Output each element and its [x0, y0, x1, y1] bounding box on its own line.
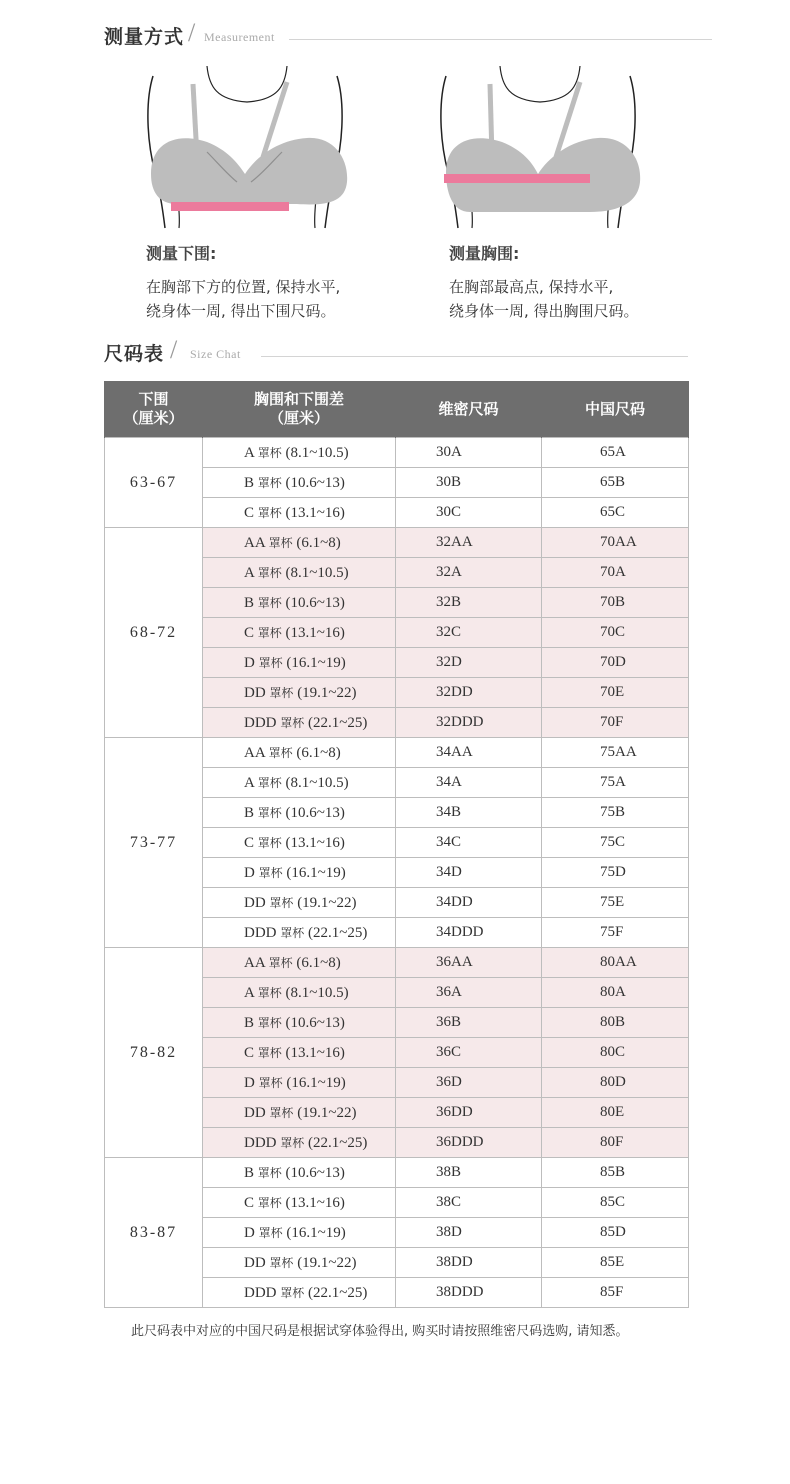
cn-size-cell: 75E — [542, 888, 689, 918]
cn-size-cell: 65A — [542, 438, 689, 468]
cup-cell — [203, 648, 396, 678]
bust-caption-line1: 在胸部最高点, 保持水平, — [449, 278, 614, 296]
cup-cell — [203, 588, 396, 618]
band-cell: 68-72 — [105, 528, 203, 738]
cup-range: (6.1~8) — [296, 954, 341, 971]
size-table — [104, 381, 689, 1308]
cup-cell — [203, 708, 396, 738]
us-size-cell: 38DDD — [396, 1278, 542, 1308]
cup-word: 罩杯 — [257, 565, 282, 580]
cup-letter: A — [244, 444, 255, 461]
cup-word: 罩杯 — [257, 1195, 282, 1210]
underbust-caption-title: 测量下围: — [146, 244, 217, 263]
table-header-row — [105, 381, 689, 438]
cup-cell — [203, 768, 396, 798]
cup-cell — [203, 1218, 396, 1248]
cn-size-cell: 75B — [542, 798, 689, 828]
cn-size-cell: 75D — [542, 858, 689, 888]
cn-size-cell: 75AA — [542, 738, 689, 768]
us-size-cell: 34DD — [396, 888, 542, 918]
cn-size-cell: 70B — [542, 588, 689, 618]
cup-letter: DD — [244, 894, 266, 911]
cup-range: (16.1~19) — [286, 1224, 346, 1241]
measuring-tape — [171, 202, 289, 211]
cup-word: 罩杯 — [268, 745, 293, 760]
cup-letter: DDD — [244, 1134, 277, 1151]
cup-letter: B — [244, 804, 255, 821]
cup-letter: DD — [244, 1254, 266, 1271]
band-cell: 63-67 — [105, 438, 203, 528]
cup-range: (10.6~13) — [285, 1164, 345, 1181]
table-row — [105, 528, 689, 558]
cup-cell — [203, 1188, 396, 1218]
cn-size-cell: 70AA — [542, 528, 689, 558]
cn-size-cell: 80AA — [542, 948, 689, 978]
band-cell: 83-87 — [105, 1158, 203, 1308]
cup-range: (13.1~16) — [285, 1194, 345, 1211]
cup-range: (8.1~10.5) — [285, 774, 349, 791]
us-size-cell: 36DD — [396, 1098, 542, 1128]
table-row — [105, 438, 689, 468]
cup-cell — [203, 468, 396, 498]
cup-word: 罩杯 — [257, 1045, 282, 1060]
cup-word: 罩杯 — [257, 835, 282, 850]
cup-cell — [203, 498, 396, 528]
cn-size-cell: 80F — [542, 1128, 689, 1158]
bust-caption-title: 测量胸围: — [449, 244, 520, 263]
measurement-subtitle: Measurement — [204, 30, 275, 44]
cup-range: (10.6~13) — [285, 594, 345, 611]
band-cell: 73-77 — [105, 738, 203, 948]
cup-word: 罩杯 — [269, 685, 294, 700]
cn-size-cell: 85B — [542, 1158, 689, 1188]
cup-cell — [203, 978, 396, 1008]
us-size-cell: 38DD — [396, 1248, 542, 1278]
cup-word: 罩杯 — [258, 655, 283, 670]
us-size-cell: 30C — [396, 498, 542, 528]
us-size-cell: 38D — [396, 1218, 542, 1248]
header-diff-line1: 胸围和下围差 — [253, 390, 344, 408]
cup-letter: B — [244, 1014, 255, 1031]
cup-letter: AA — [244, 744, 265, 761]
cup-word: 罩杯 — [257, 445, 282, 460]
cup-range: (10.6~13) — [285, 804, 345, 821]
underbust-illustration — [137, 62, 357, 230]
cup-word: 罩杯 — [257, 1015, 282, 1030]
us-size-cell: 34D — [396, 858, 542, 888]
cn-size-cell: 70E — [542, 678, 689, 708]
cup-range: (6.1~8) — [296, 534, 341, 551]
underbust-caption-line1: 在胸部下方的位置, 保持水平, — [146, 278, 341, 296]
cn-size-cell: 70F — [542, 708, 689, 738]
us-size-cell: 32D — [396, 648, 542, 678]
cup-letter: C — [244, 834, 255, 851]
header-diff-line2: （厘米） — [268, 409, 329, 427]
cup-range: (8.1~10.5) — [285, 564, 349, 581]
cup-word: 罩杯 — [257, 1165, 282, 1180]
band-cell: 78-82 — [105, 948, 203, 1158]
size-chart-heading — [104, 335, 690, 369]
cn-size-cell: 85C — [542, 1188, 689, 1218]
cn-size-cell: 85F — [542, 1278, 689, 1308]
cup-word: 罩杯 — [258, 1075, 283, 1090]
cup-word: 罩杯 — [257, 805, 282, 820]
cup-range: (22.1~25) — [308, 1284, 368, 1301]
heading-rule — [289, 39, 712, 40]
cup-letter: DD — [244, 684, 266, 701]
cn-size-cell: 75C — [542, 828, 689, 858]
cn-size-cell: 85D — [542, 1218, 689, 1248]
us-size-cell: 30A — [396, 438, 542, 468]
cup-letter: C — [244, 504, 255, 521]
us-size-cell: 34AA — [396, 738, 542, 768]
cup-letter: DDD — [244, 714, 277, 731]
header-cn: 中国尺码 — [542, 381, 689, 438]
cup-cell — [203, 1128, 396, 1158]
cup-letter: D — [244, 1074, 255, 1091]
cn-size-cell: 75A — [542, 768, 689, 798]
header-diff — [203, 381, 396, 438]
header-us: 维密尺码 — [396, 381, 542, 438]
cup-range: (22.1~25) — [308, 1134, 368, 1151]
cup-letter: DDD — [244, 1284, 277, 1301]
cup-cell — [203, 1098, 396, 1128]
cup-letter: D — [244, 864, 255, 881]
cn-size-cell: 70A — [542, 558, 689, 588]
us-size-cell: 38B — [396, 1158, 542, 1188]
us-size-cell: 36DDD — [396, 1128, 542, 1158]
cup-cell — [203, 888, 396, 918]
cup-letter: C — [244, 1194, 255, 1211]
cup-cell — [203, 828, 396, 858]
cup-cell — [203, 1158, 396, 1188]
cn-size-cell: 80E — [542, 1098, 689, 1128]
bust-caption-line2: 绕身体一周, 得出胸围尺码。 — [449, 302, 639, 320]
underbust-caption-line2: 绕身体一周, 得出下围尺码。 — [146, 302, 336, 320]
size-chart-note: 此尺码表中对应的中国尺码是根据试穿体验得出, 购买时请按照维密尺码选购, 请知悉。 — [131, 1324, 629, 1339]
us-size-cell: 32DDD — [396, 708, 542, 738]
cup-letter: C — [244, 1044, 255, 1061]
cup-letter: DDD — [244, 924, 277, 941]
us-size-cell: 36A — [396, 978, 542, 1008]
cup-range: (16.1~19) — [286, 654, 346, 671]
cup-range: (22.1~25) — [308, 924, 368, 941]
cup-word: 罩杯 — [268, 535, 293, 550]
cup-letter: A — [244, 564, 255, 581]
cup-cell — [203, 1068, 396, 1098]
cn-size-cell: 70D — [542, 648, 689, 678]
us-size-cell: 36D — [396, 1068, 542, 1098]
cup-cell — [203, 678, 396, 708]
cn-size-cell: 65C — [542, 498, 689, 528]
cup-word: 罩杯 — [257, 985, 282, 1000]
us-size-cell: 32C — [396, 618, 542, 648]
cup-word: 罩杯 — [280, 715, 305, 730]
cup-letter: AA — [244, 534, 265, 551]
cup-letter: B — [244, 594, 255, 611]
us-size-cell: 34B — [396, 798, 542, 828]
cup-range: (13.1~16) — [285, 624, 345, 641]
cup-cell — [203, 918, 396, 948]
cup-range: (19.1~22) — [297, 1104, 357, 1121]
cup-cell — [203, 1278, 396, 1308]
cn-size-cell: 80B — [542, 1008, 689, 1038]
cup-letter: D — [244, 1224, 255, 1241]
cup-range: (6.1~8) — [296, 744, 341, 761]
cup-letter: B — [244, 1164, 255, 1181]
cup-range: (13.1~16) — [285, 1044, 345, 1061]
cup-cell — [203, 738, 396, 768]
cup-letter: DD — [244, 1104, 266, 1121]
cup-cell — [203, 438, 396, 468]
cup-word: 罩杯 — [268, 955, 293, 970]
us-size-cell: 32DD — [396, 678, 542, 708]
measurement-heading — [104, 18, 714, 52]
us-size-cell: 32B — [396, 588, 542, 618]
cup-range: (19.1~22) — [297, 1254, 357, 1271]
cup-word: 罩杯 — [269, 895, 294, 910]
measuring-tape — [444, 174, 590, 183]
cn-size-cell: 80A — [542, 978, 689, 1008]
size-table-body — [105, 438, 689, 1308]
cup-range: (13.1~16) — [285, 504, 345, 521]
us-size-cell: 34A — [396, 768, 542, 798]
us-size-cell: 34C — [396, 828, 542, 858]
heading-slash: / — [188, 18, 196, 47]
header-band — [105, 381, 203, 438]
cup-range: (19.1~22) — [297, 894, 357, 911]
cup-cell — [203, 798, 396, 828]
cup-range: (10.6~13) — [285, 474, 345, 491]
cup-range: (22.1~25) — [308, 714, 368, 731]
cup-cell — [203, 948, 396, 978]
cup-word: 罩杯 — [257, 775, 282, 790]
cup-letter: A — [244, 984, 255, 1001]
cup-range: (10.6~13) — [285, 1014, 345, 1031]
cup-cell — [203, 528, 396, 558]
header-band-line2: （厘米） — [123, 409, 184, 427]
cn-size-cell: 70C — [542, 618, 689, 648]
us-size-cell: 36AA — [396, 948, 542, 978]
cn-size-cell: 80C — [542, 1038, 689, 1068]
cup-word: 罩杯 — [280, 925, 305, 940]
cn-size-cell: 65B — [542, 468, 689, 498]
cup-range: (16.1~19) — [286, 1074, 346, 1091]
cup-cell — [203, 1038, 396, 1068]
cup-word: 罩杯 — [269, 1105, 294, 1120]
table-row — [105, 738, 689, 768]
heading-slash: / — [170, 335, 178, 364]
cup-word: 罩杯 — [258, 865, 283, 880]
us-size-cell: 30B — [396, 468, 542, 498]
us-size-cell: 32A — [396, 558, 542, 588]
cn-size-cell: 85E — [542, 1248, 689, 1278]
cup-cell — [203, 858, 396, 888]
cup-range: (8.1~10.5) — [285, 444, 349, 461]
cup-word: 罩杯 — [257, 625, 282, 640]
cup-letter: A — [244, 774, 255, 791]
table-row — [105, 948, 689, 978]
header-band-line1: 下围 — [138, 390, 169, 408]
us-size-cell: 36B — [396, 1008, 542, 1038]
size-chart-title: 尺码表 — [104, 343, 165, 365]
cn-size-cell: 75F — [542, 918, 689, 948]
measurement-title: 测量方式 — [104, 26, 185, 48]
cup-word: 罩杯 — [257, 475, 282, 490]
cup-range: (13.1~16) — [285, 834, 345, 851]
cup-word: 罩杯 — [257, 595, 282, 610]
cup-cell — [203, 1248, 396, 1278]
cup-range: (19.1~22) — [297, 684, 357, 701]
cup-word: 罩杯 — [280, 1135, 305, 1150]
bust-illustration — [430, 62, 650, 230]
cn-size-cell: 80D — [542, 1068, 689, 1098]
cup-cell — [203, 558, 396, 588]
cup-word: 罩杯 — [258, 1225, 283, 1240]
cup-letter: B — [244, 474, 255, 491]
cup-letter: D — [244, 654, 255, 671]
us-size-cell: 34DDD — [396, 918, 542, 948]
size-chart-subtitle: Size Chat — [190, 347, 241, 361]
cup-letter: C — [244, 624, 255, 641]
cup-word: 罩杯 — [280, 1285, 305, 1300]
table-row — [105, 1158, 689, 1188]
cup-letter: AA — [244, 954, 265, 971]
us-size-cell: 38C — [396, 1188, 542, 1218]
cup-word: 罩杯 — [269, 1255, 294, 1270]
heading-rule — [261, 356, 688, 357]
us-size-cell: 32AA — [396, 528, 542, 558]
cup-range: (8.1~10.5) — [285, 984, 349, 1001]
cup-range: (16.1~19) — [286, 864, 346, 881]
cup-cell — [203, 1008, 396, 1038]
cup-word: 罩杯 — [257, 505, 282, 520]
us-size-cell: 36C — [396, 1038, 542, 1068]
cup-cell — [203, 618, 396, 648]
